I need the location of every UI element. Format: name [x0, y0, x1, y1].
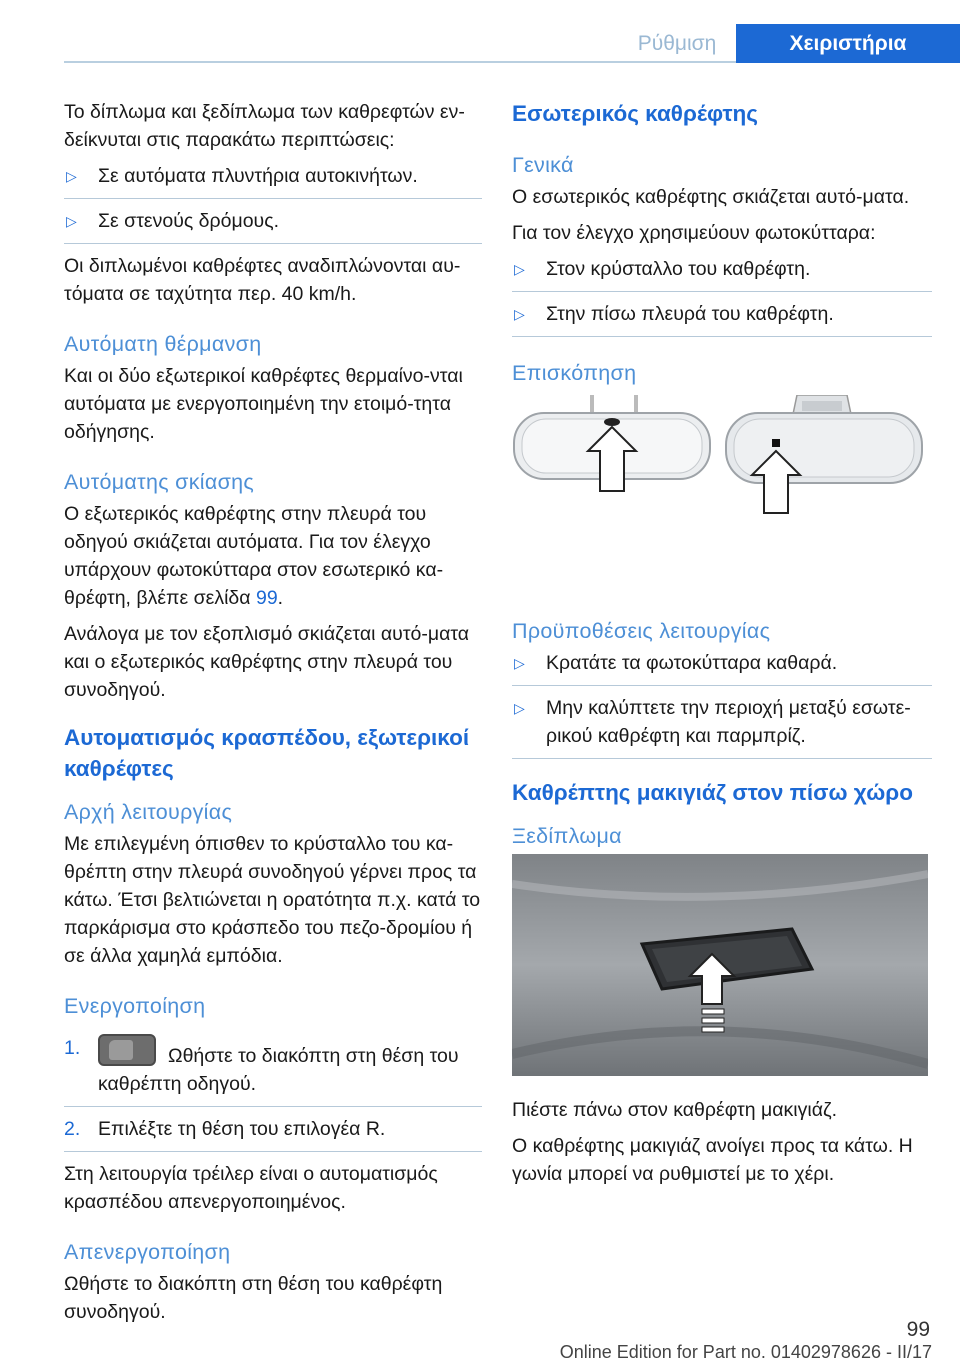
vanity-text-1: Πιέστε πάνω στον καθρέφτη μακιγιάζ.: [512, 1099, 837, 1121]
sensor-rear: [772, 439, 780, 447]
deactivation-text: Ωθήστε το διακόπτη στη θέση του καθρέφτη συνοδηγού.: [64, 1273, 443, 1323]
trailer-text: Στη λειτουργία τρέιλερ είναι ο αυτοματισμός κρασπέδου απενεργοποιημένος.: [64, 1163, 438, 1213]
triangle-bullet-icon: ▷: [514, 306, 525, 322]
page-number: 99: [906, 1318, 930, 1341]
control-text: Για τον έλεγχο χρησιμεύουν φωτοκύτταρα:: [512, 222, 876, 244]
edition-footer: Online Edition for Part no. 01402978626 - II/17: [559, 1342, 932, 1362]
tab-controls[interactable]: Χειριστήρια: [736, 24, 960, 63]
tab-setup[interactable]: Ρύθμιση: [637, 32, 717, 55]
list-item: ▷ Στον κρύσταλλο του καθρέφτη.: [512, 255, 932, 292]
principle-heading: Αρχή λειτουργίας: [64, 800, 233, 824]
list-item: ▷ Σε στενούς δρόμους.: [64, 207, 482, 244]
step-item: 1. Ωθήστε το διακόπτη στη θέση του καθρέπτη οδηγού.: [64, 1034, 482, 1107]
list-item: ▷ Στην πίσω πλευρά του καθρέφτη.: [512, 300, 932, 337]
heating-heading: Αυτόματη θέρμανση: [64, 332, 262, 356]
left-column: [64, 98, 482, 1334]
mirror-switch-icon: [98, 1034, 156, 1066]
deactivation-heading: Απενεργοποίηση: [64, 1240, 231, 1264]
heating-text: Και οι δύο εξωτερικοί καθρέφτες θερμαίνο-νται αυτόματα με ενεργοποιημένη την ετοιμό-τητα οδήγησης.: [64, 365, 463, 443]
dimming-heading: Αυτόματης σκίασης: [64, 470, 255, 494]
list-item: ▷ Μην καλύπτετε την περιοχή μεταξύ εσωτε-ρικού καθρέφτη και παρμπρίζ.: [512, 694, 932, 759]
requirements-heading: Προϋποθέσεις λειτουργίας: [512, 619, 771, 643]
dimming-text: Ο εξωτερικός καθρέφτης στην πλευρά του οδηγού σκιάζεται αυτόματα. Για τον έλεγχο υπάρχουν φωτοκύτταρα στον εσωτερικό κα-θρέφτη, βλέπε σελίδα 99.: [64, 503, 444, 609]
activation-heading: Ενεργοποίηση: [64, 994, 206, 1018]
triangle-bullet-icon: ▷: [514, 655, 525, 671]
vanity-mirror-photo: [512, 854, 928, 1076]
triangle-bullet-icon: ▷: [66, 168, 77, 184]
dimming-text-2: Ανάλογα με τον εξοπλισμό σκιάζεται αυτό-ματα και ο εξωτερικός καθρέφτης στην πλευρά του συνοδηγού.: [64, 623, 470, 701]
mirror-sensors-figure: [512, 395, 932, 547]
general-heading: Γενικά: [512, 153, 574, 177]
interior-mirror-heading: Εσωτερικός καθρέφτης: [512, 101, 758, 126]
triangle-bullet-icon: ▷: [514, 700, 525, 716]
vanity-mirror-heading: Καθρέπτης μακιγιάζ στον πίσω χώρο: [512, 780, 913, 805]
list-item: ▷ Κρατάτε τα φωτοκύτταρα καθαρά.: [512, 649, 932, 686]
principle-text: Με επιλεγμένη όπισθεν το κρύσταλλο του κα-θρέπτη στην πλευρά συνοδηγού γέρνει προς τα κάτω. Έτσι βελτιώνεται η ορατότητα π.χ. κατά το παρκάρισμα στο κράσπεδο του πεζο-δρομίου ή σε άλλα χαμηλά εμπόδια.: [64, 833, 481, 967]
vanity-text-2: Ο καθρέφτης μακιγιάζ ανοίγει προς τα κάτω. Η γωνία μπορεί να ρυθμιστεί με το χέρι.: [512, 1135, 913, 1185]
triangle-bullet-icon: ▷: [66, 213, 77, 229]
right-column: [512, 98, 932, 1196]
step-item: 2. Επιλέξτε τη θέση του επιλογέα R.: [64, 1115, 482, 1152]
general-text: Ο εσωτερικός καθρέφτης σκιάζεται αυτό-ματα.: [512, 186, 910, 208]
overview-heading: Επισκόπηση: [512, 361, 637, 385]
intro-text: Το δίπλωμα και ξεδίπλωμα των καθρεφτών εν-δείκνυται στις παρακάτω περιπτώσεις:: [64, 101, 465, 151]
unfold-heading: Ξεδίπλωμα: [512, 824, 622, 848]
list-item: ▷ Σε αυτόματα πλυντήρια αυτοκινήτων.: [64, 162, 482, 199]
page-link[interactable]: 99: [255, 587, 278, 609]
triangle-bullet-icon: ▷: [514, 261, 525, 277]
curb-heading: Αυτοματισμός κρασπέδου, εξωτερικοί καθρέφτες: [64, 725, 470, 781]
sensor-front: [604, 418, 620, 426]
fold-speed-text: Οι διπλωμένοι καθρέφτες αναδιπλώνονται αυ-τόματα σε ταχύτητα περ. 40 km/h.: [64, 255, 461, 305]
